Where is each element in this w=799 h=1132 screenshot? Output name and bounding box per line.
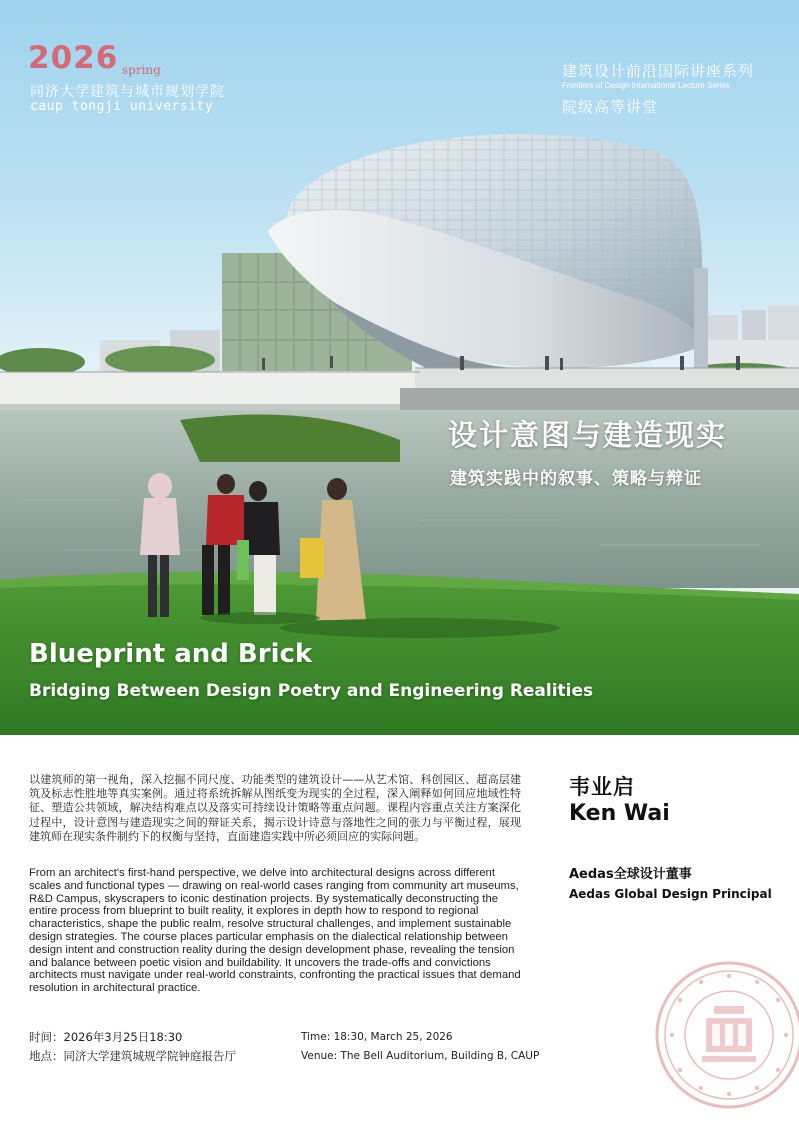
speaker-role-en: Aedas Global Design Principal	[569, 887, 772, 901]
event-time-cn: 时间：2026年3月25日18:30	[29, 1030, 183, 1044]
brand-season: spring	[122, 63, 161, 77]
speaker-role-cn: Aedas全球设计董事	[569, 867, 692, 882]
series-name-cn: 建筑设计前沿国际讲座系列	[562, 62, 755, 80]
event-venue-en: Venue: The Bell Auditorium, Building B, CAUP	[301, 1050, 540, 1062]
brand-year: 2026	[28, 40, 119, 76]
speaker-name-en: Ken Wai	[569, 801, 670, 826]
speaker-name-cn: 韦业启	[569, 775, 635, 799]
lecture-subtitle-cn: 建筑实践中的叙事、策略与辩证	[450, 469, 702, 489]
description-cn: 以建筑师的第一视角，深入挖掘不同尺度、功能类型的建筑设计——从艺术馆、科创园区、超高层建筑及标志性胜地等真实案例。通过将系统拆解从图纸变为现实的全过程，深入阐释如何回应地域性特征、塑造公共领域，解决结构难点以及落实可持续设计策略等重点问题。课程内容重点关注方案深化过程中，设计意图与建造现实之间的辩证关系，揭示设计诗意与落地性之间的张力与平衡过程，展现建筑师在现实条件制约下的权衡与坚持，直面建造实践中所必须回应的实际问题。	[29, 773, 521, 843]
lecture-title-en: Blueprint and Brick	[29, 639, 313, 669]
lecture-title-cn: 设计意图与建造现实	[448, 418, 728, 452]
brand-institution-en: caup tongji university	[30, 99, 214, 114]
event-venue-cn: 地点：同济大学建筑城规学院钟庭报告厅	[29, 1049, 236, 1063]
series-subtitle-cn: 院级高等讲堂	[562, 98, 659, 116]
brand-institution-cn: 同济大学建筑与城市规划学院	[30, 84, 225, 100]
description-en: From an architect's first-hand perspective, we delve into architectural designs across different scales and functional types — drawing on real-world cases ranging from community art museums, R&D Campus, skyscrapers to iconic destination projects. By systematically deconstructing the entire process from blueprint to built reality, it explores in depth how to respond to regional characteristics, shape the public realm, resolve structural challenges, and implement sustainable design strategies. The course places particular emphasis on the dialectical relationship between design intent and construction reality during the design development phase, revealing the tension and balance between poetic vision and buildability. It uncovers the trade-offs and convictions architects must navigate under real-world constraints, confronting the practical issues that demand resolution in architectural practice.	[29, 867, 521, 995]
university-seal-icon	[654, 960, 799, 1110]
series-name-en: Frontiers of Design International Lecture Series	[562, 81, 730, 90]
lecture-subtitle-en: Bridging Between Design Poetry and Engineering Realities	[29, 681, 594, 701]
event-time-en: Time: 18:30, March 25, 2026	[301, 1031, 453, 1043]
